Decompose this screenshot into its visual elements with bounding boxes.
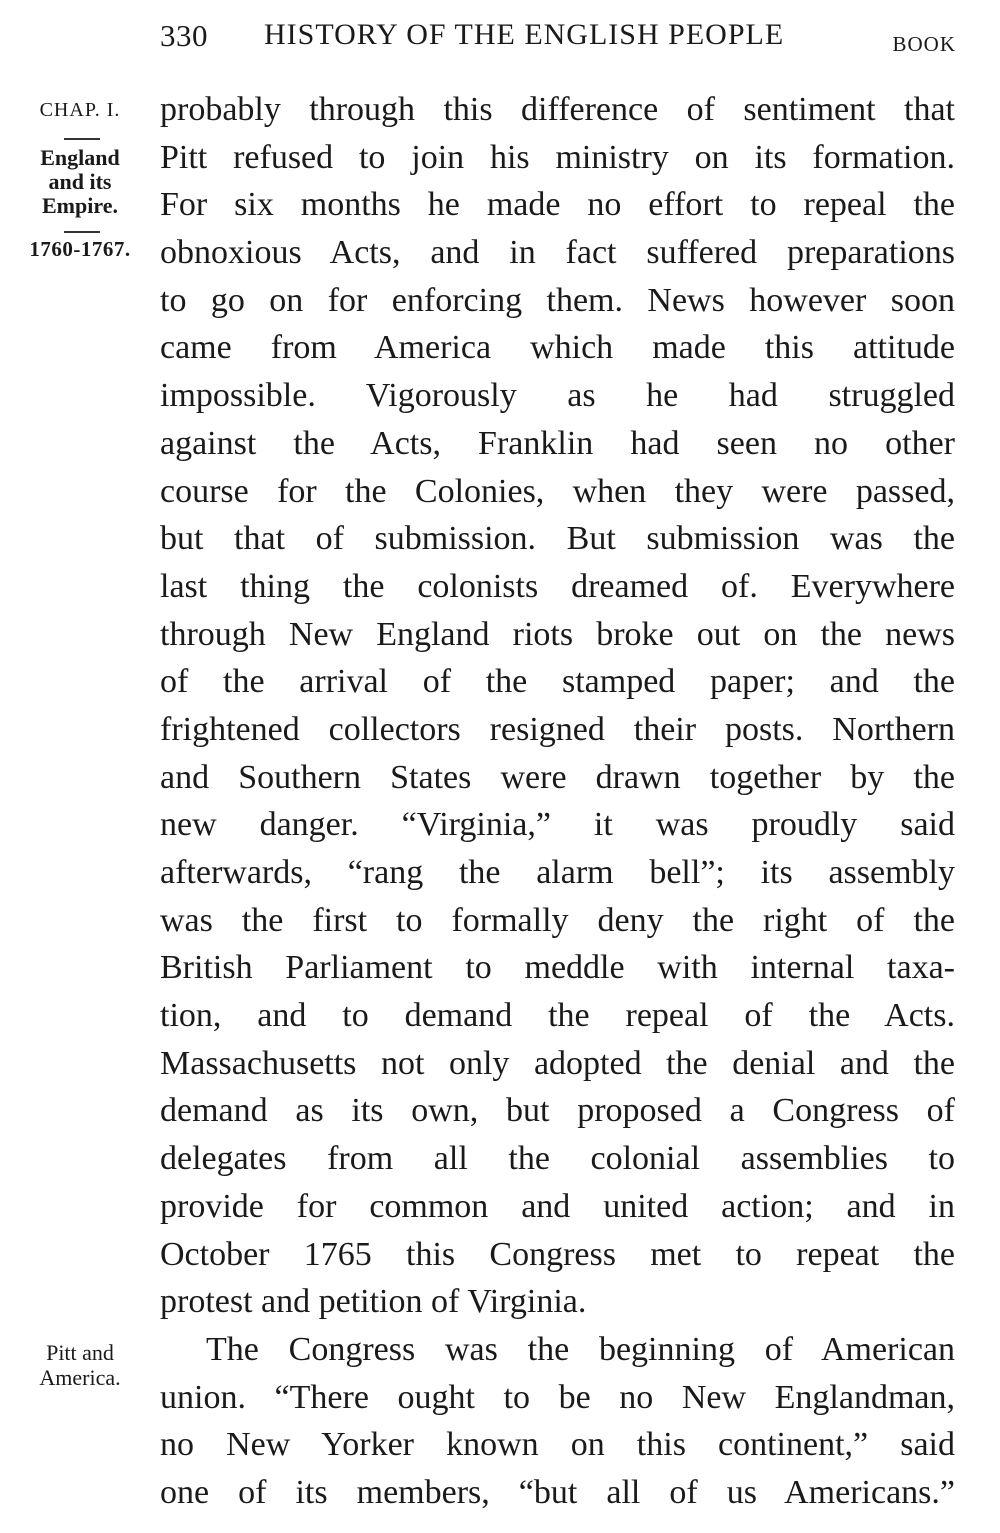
text-line: probably through this difference of sentiment that (160, 91, 955, 128)
sidenote-topic-line: America. (39, 1365, 121, 1390)
page-number: 330 (160, 18, 208, 53)
text-line: The Congress was the beginning of American (206, 1331, 955, 1368)
text-line: October 1765 this Congress met to repeat the (160, 1235, 955, 1273)
text-line: protest and petition of Virginia. (160, 1283, 587, 1321)
text-line: Pitt refused to join his ministry on its formation. (160, 138, 955, 176)
sidenote-section-line: England (40, 145, 120, 170)
text-line: Massachusetts not only adopted the denial and the (160, 1044, 955, 1082)
text-line: provide for common and united action; and in (160, 1187, 955, 1225)
text-line: one of its members, “but all of us Americans.” (160, 1474, 955, 1512)
text-line: new danger. “Virginia,” it was proudly said (160, 806, 955, 844)
paragraph-2 (160, 1326, 955, 1517)
sidenote-chapter: CHAP. I. (39, 99, 121, 121)
text-line: union. “There ought to be no New Englandman, (160, 1378, 955, 1416)
text-line: course for the Colonies, when they were passed, (160, 472, 955, 510)
sidenote-section (18, 146, 142, 218)
text-line: tion, and to demand the repeal of the Acts. (160, 997, 955, 1035)
text-line: demand as its own, but proposed a Congress of (160, 1092, 955, 1130)
paragraph-1 (160, 86, 955, 1326)
text-line: no New Yorker known on this continent,” said (160, 1426, 955, 1464)
book-label: BOOK (892, 32, 956, 56)
sidenote-topic-line: Pitt and (46, 1340, 114, 1365)
text-line: was the first to formally deny the right of the (160, 901, 955, 939)
text-line: afterwards, “rang the alarm bell”; its assembly (160, 854, 955, 891)
sidenote-topic (18, 1340, 142, 1390)
text-line: against the Acts, Franklin had seen no other (160, 424, 955, 462)
running-head (160, 14, 960, 58)
sidenote-section-line: and its (48, 169, 112, 194)
text-line: obnoxious Acts, and in fact suffered preparations (160, 234, 955, 272)
text-line: impossible. Vigorously as he had struggled (160, 377, 955, 415)
text-line: but that of submission. But submission was the (160, 520, 955, 558)
sidenote-section-line: Empire. (42, 193, 118, 218)
text-line: and Southern States were drawn together by the (160, 758, 955, 796)
text-line: frightened collectors resigned their posts. Northern (160, 710, 955, 748)
text-line: British Parliament to meddle with internal taxa- (160, 949, 955, 987)
text-line: of the arrival of the stamped paper; and the (160, 663, 955, 701)
text-line: delegates from all the colonial assemblies to (160, 1140, 955, 1178)
sidenote-rule (64, 138, 100, 140)
sidenote-dates: 1760-1767. (29, 237, 131, 261)
running-title: HISTORY OF THE ENGLISH PEOPLE (264, 18, 785, 51)
text-line: came from America which made this attitude (160, 329, 955, 367)
text-line: For six months he made no effort to repeal the (160, 186, 955, 224)
sidenote-rule (64, 231, 100, 233)
text-line: last thing the colonists dreamed of. Everywhere (160, 567, 955, 605)
text-line: through New England riots broke out on the news (160, 615, 955, 653)
text-line: to go on for enforcing them. News however soon (160, 281, 955, 319)
